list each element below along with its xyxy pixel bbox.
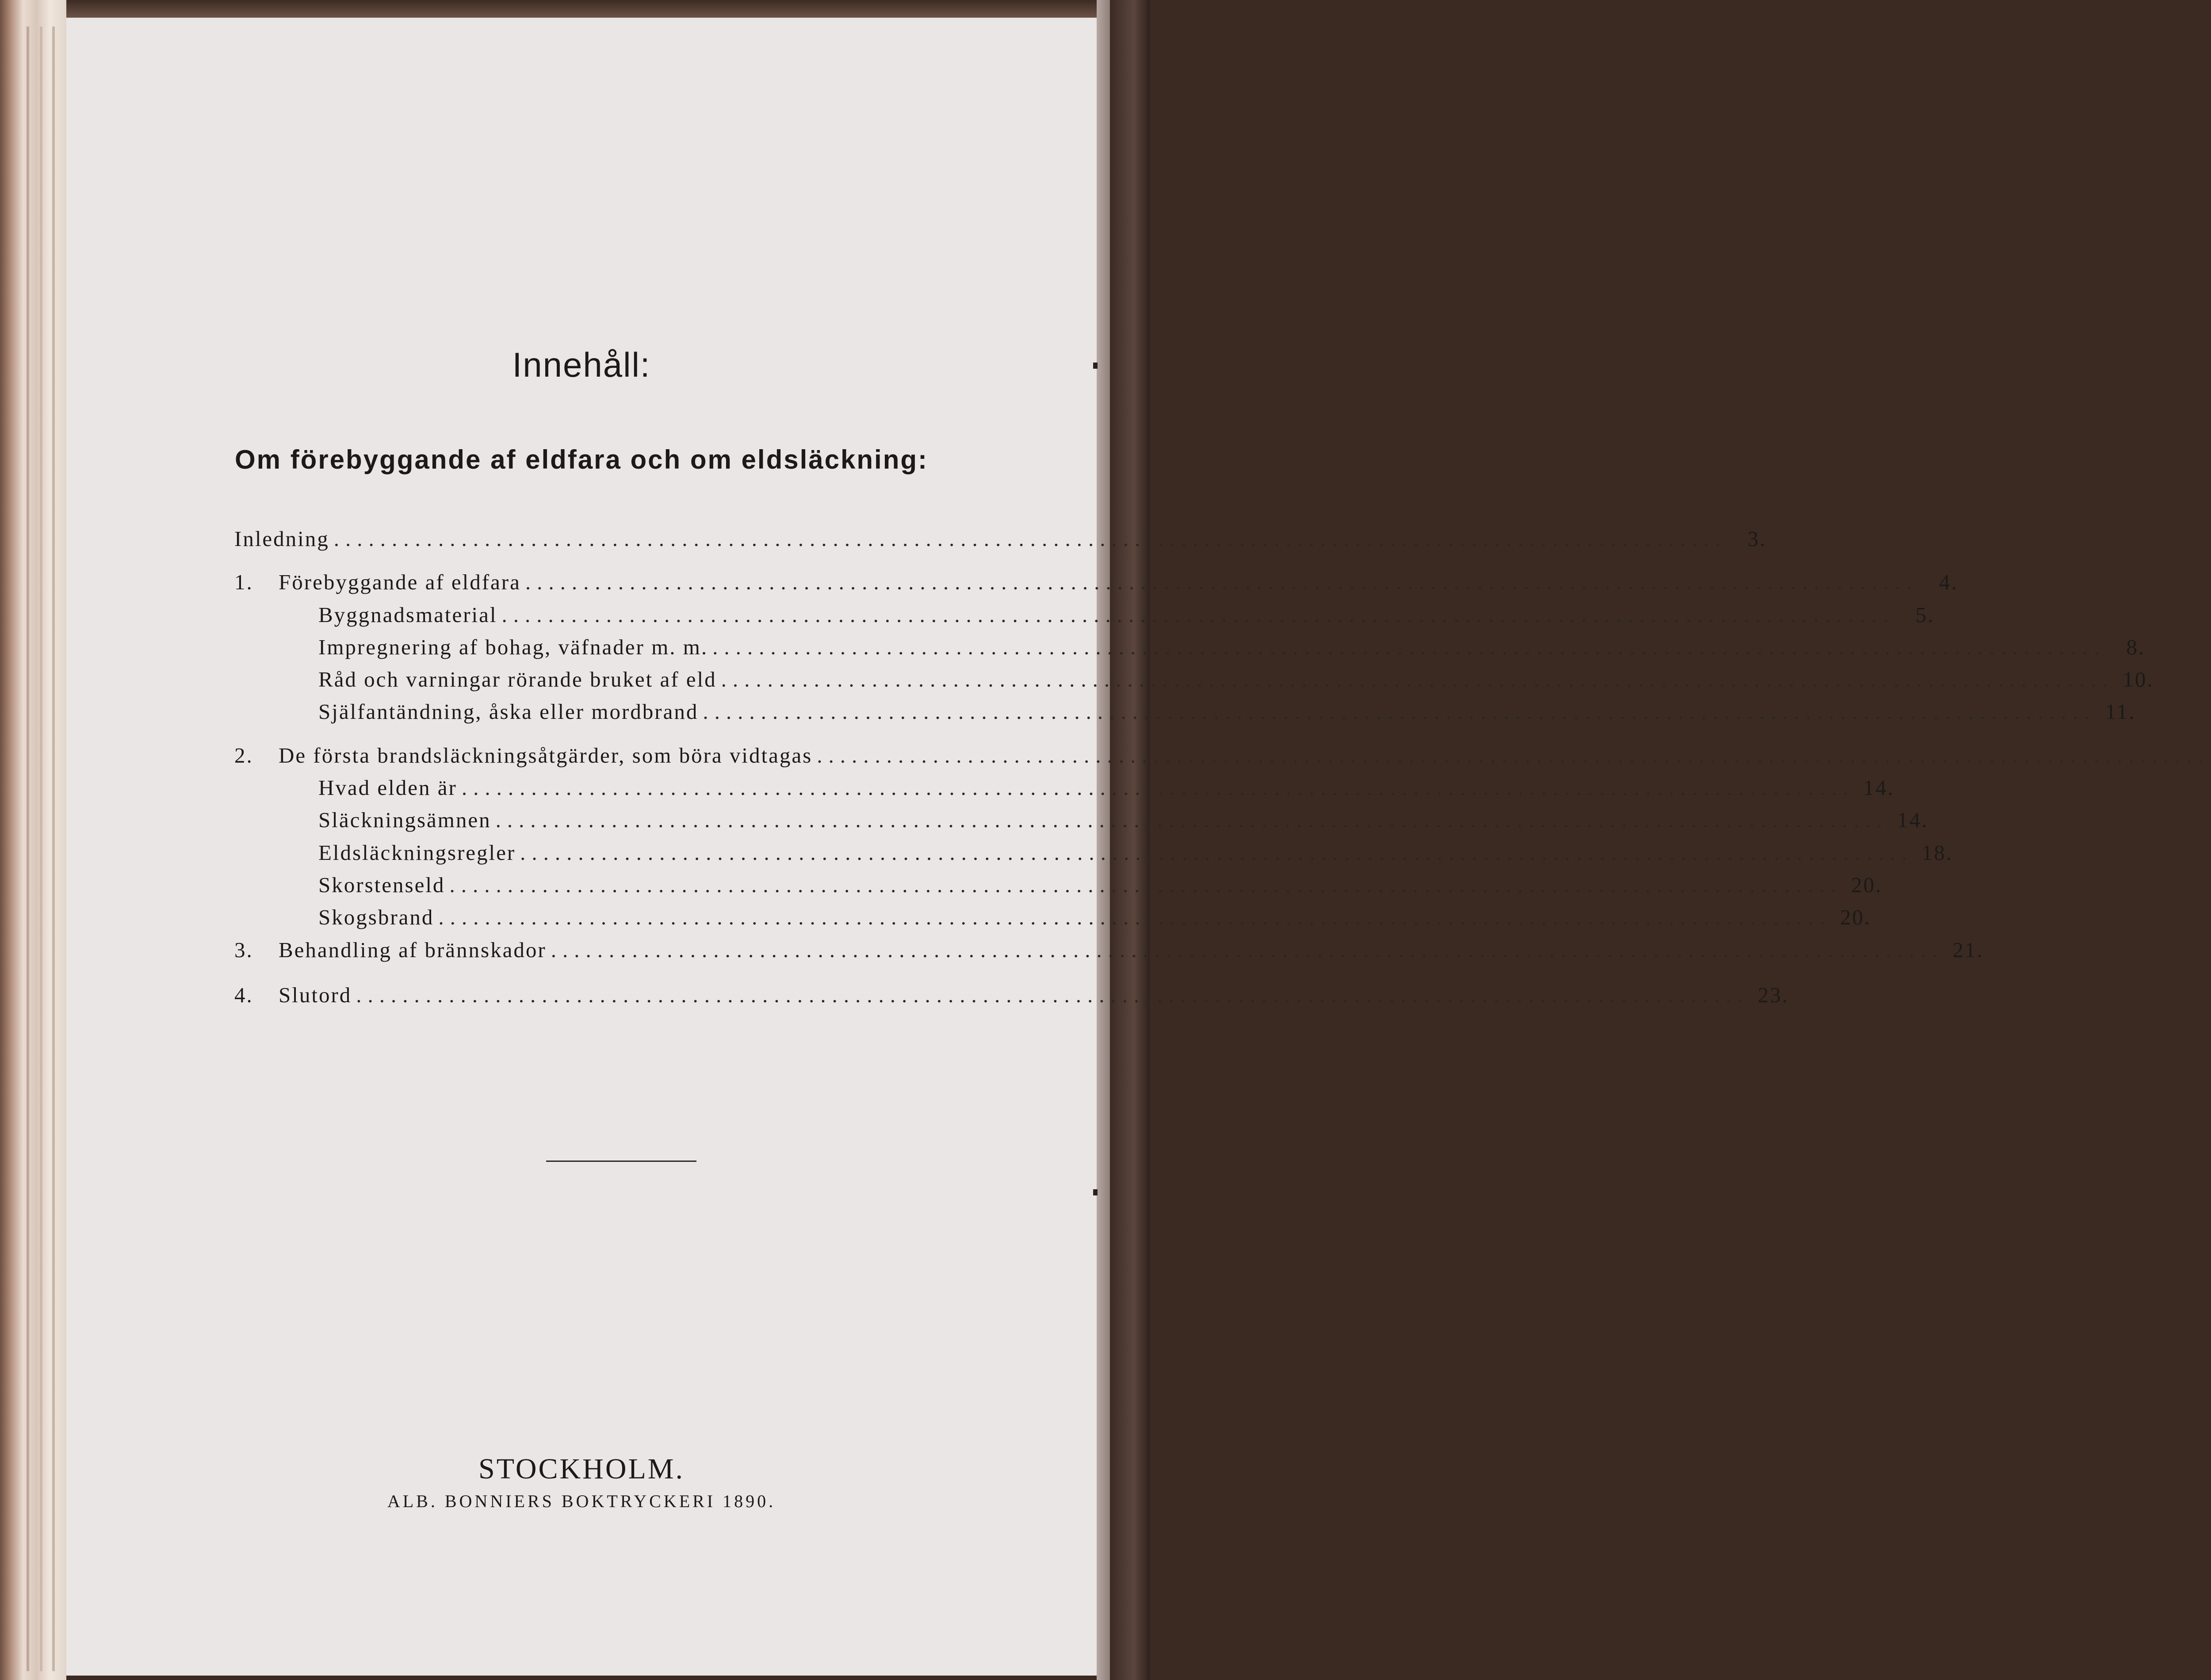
- toc-entry: [234, 872, 1882, 901]
- toc-entry: [234, 602, 1935, 630]
- toc-entry-label: Byggnadsmaterial: [318, 603, 497, 627]
- toc-entry: [234, 526, 1767, 554]
- toc-leader-dots: ........................................................................................................................: [495, 808, 1889, 832]
- toc-leader-dots: ........................................................................................................................: [333, 527, 1727, 551]
- toc-entry-page: 5.: [1915, 603, 1935, 627]
- toc-entry-label: Själfantändning, åska eller mordbrand: [318, 699, 699, 724]
- toc-entry: [234, 667, 2154, 695]
- toc-leader-dots: ........................................................................................................................: [356, 983, 1749, 1007]
- toc-entry-label: Förebyggande af eldfara: [279, 570, 521, 594]
- toc-entry-number: 1.: [234, 570, 253, 594]
- toc-entry-label: Impregnering af bohag, väfnader m. m.: [318, 635, 708, 659]
- toc-entry-label: Eldsläckningsregler: [318, 840, 516, 865]
- spine-edge: [27, 27, 29, 1671]
- toc-entry-label: Skorstenseld: [318, 873, 445, 897]
- book-spine: [0, 0, 66, 1680]
- toc-entry-page: 21.: [1952, 938, 1984, 962]
- imprint-printer: ALB. BONNIERS BOKTRYCKERI 1890.: [387, 1491, 776, 1511]
- toc-entry: [234, 699, 2136, 727]
- toc-entry-label: Råd och varningar rörande bruket af eld: [318, 667, 717, 691]
- toc-entry-page: 14.: [1863, 775, 1894, 800]
- page-title: Innehåll:: [512, 345, 651, 384]
- toc-entry: [234, 982, 1789, 1011]
- toc-entry-number: 2.: [234, 743, 253, 767]
- toc-entry: [234, 905, 1871, 933]
- toc-entry: [234, 775, 1894, 803]
- spine-edge: [52, 27, 55, 1671]
- toc-entry-page: 3.: [1748, 527, 1767, 551]
- top-border: [0, 0, 1150, 18]
- toc-entry-label: Behandling af brännskador: [279, 938, 547, 962]
- toc-leader-dots: ........................................................................................................................: [551, 938, 1944, 962]
- toc-leader-dots: ........................................................................................................................: [438, 905, 1832, 929]
- toc-entry-number: 3.: [234, 938, 253, 962]
- toc-entry: [234, 937, 1984, 966]
- toc-entry-page: 23.: [1758, 983, 1789, 1007]
- toc-leader-dots: ........................................................................................................................: [712, 635, 2106, 659]
- toc-leader-dots: ........................................................................................................................: [520, 840, 1913, 865]
- toc-entry-label: De första brandsläckningsåtgärder, som böra vidtagas: [279, 743, 813, 767]
- toc-leader-dots: ........................................................................................................................: [817, 743, 2210, 767]
- toc-entry-page: 11.: [2105, 699, 2136, 724]
- toc-entry-label: Inledning: [234, 527, 329, 551]
- toc-leader-dots: ........................................................................................................................: [721, 667, 2114, 691]
- toc-entry: [234, 840, 1953, 868]
- toc-entry-page: 4.: [1939, 570, 1958, 594]
- toc-entry: [234, 743, 2210, 771]
- toc-entry-page: 20.: [1840, 905, 1871, 929]
- toc-leader-dots: ........................................................................................................................: [525, 570, 1918, 594]
- page-mark: [1093, 1189, 1098, 1195]
- toc-entry-label: Skogsbrand: [318, 905, 434, 929]
- divider: [546, 1161, 696, 1162]
- toc-entry: [234, 569, 1958, 598]
- toc-leader-dots: ........................................................................................................................: [501, 603, 1895, 627]
- spine-edge: [40, 27, 42, 1671]
- toc-entry-label: Hvad elden är: [318, 775, 457, 800]
- toc-entry-page: 18.: [1921, 840, 1953, 865]
- imprint-place: STOCKHOLM.: [478, 1453, 685, 1485]
- toc-leader-dots: ........................................................................................................................: [461, 775, 1855, 800]
- toc-entry-page: 14.: [1897, 808, 1928, 832]
- toc-entry-label: Släckningsämnen: [318, 808, 491, 832]
- toc-entry-page: 8.: [2126, 635, 2146, 659]
- toc-entry: [234, 634, 2146, 663]
- toc-entry-page: 20.: [1851, 873, 1882, 897]
- toc-entry: [234, 807, 1928, 836]
- page-subtitle: Om förebyggande af eldfara och om eldsläckning:: [235, 445, 928, 474]
- toc-entry-number: 4.: [234, 983, 253, 1007]
- toc-leader-dots: ........................................................................................................................: [703, 699, 2096, 724]
- toc-entry-page: 10.: [2123, 667, 2154, 691]
- toc-entry-label: Slutord: [279, 983, 352, 1007]
- toc-leader-dots: ........................................................................................................................: [449, 873, 1843, 897]
